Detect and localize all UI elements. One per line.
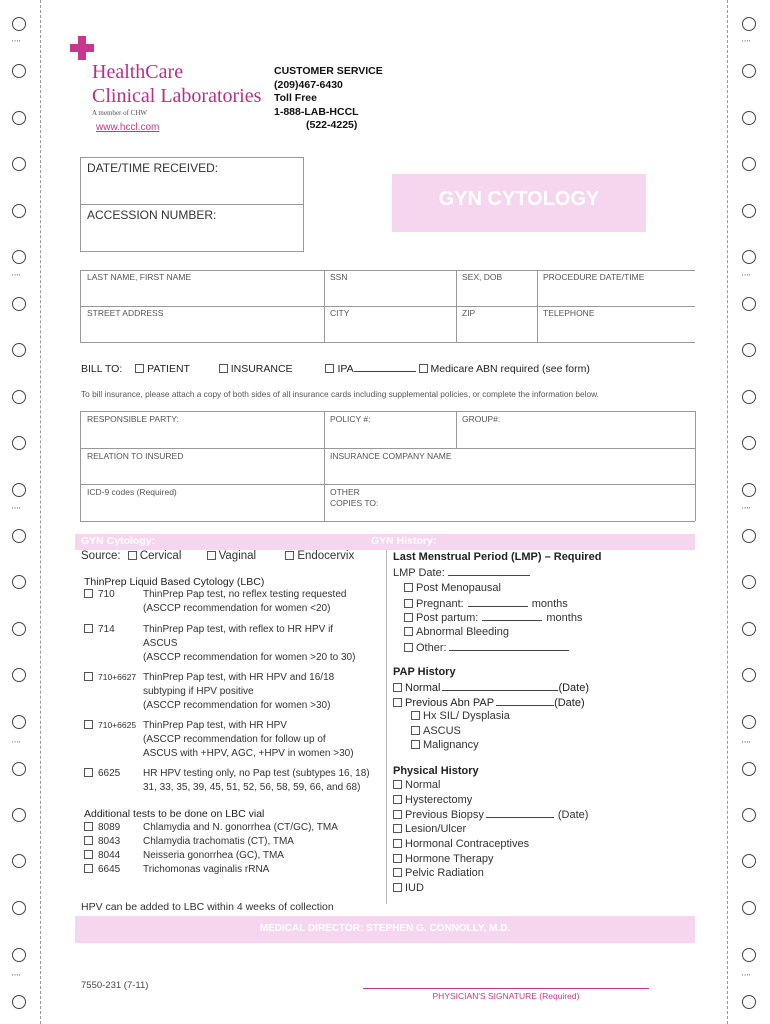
feed-hole	[12, 668, 26, 682]
signature-line[interactable]	[363, 988, 649, 989]
pap-sub-option	[411, 710, 510, 722]
physician-signature-label: PHYSICIAN'S SIGNATURE (Required)	[432, 991, 580, 1001]
physical-history-label: Lesion/Ulcer	[405, 823, 467, 836]
medicare-abn-checkbox[interactable]	[419, 364, 428, 373]
feed-hole	[742, 901, 756, 915]
lmp-option	[404, 626, 509, 638]
lmp-option-label: Post partum:	[416, 612, 479, 625]
physical-history-checkbox[interactable]	[393, 780, 402, 789]
feed-hole	[12, 622, 26, 636]
responsible-party-field[interactable]: RESPONSIBLE PARTY:	[87, 414, 179, 424]
lmp-option-checkbox[interactable]	[404, 613, 413, 622]
lbc-test-desc: ThinPrep Pap test, no reflex testing requested	[143, 589, 347, 600]
feed-hole	[742, 436, 756, 450]
feed-hole	[12, 390, 26, 404]
physical-history-checkbox[interactable]	[393, 868, 402, 877]
feed-hole	[742, 64, 756, 78]
feed-hole	[742, 948, 756, 962]
bill-ipa-checkbox[interactable]	[325, 364, 334, 373]
additional-test-checkbox[interactable]	[84, 850, 93, 859]
feed-hole	[12, 297, 26, 311]
lbc-test-desc: ThinPrep Pap test, with HR HPV	[143, 720, 287, 731]
cs-toll-free-label: Toll Free	[274, 92, 317, 104]
cervical-checkbox[interactable]	[128, 551, 137, 560]
lbc-test-desc: ASCUS	[143, 638, 178, 649]
feed-hole	[742, 622, 756, 636]
logo-line1: HealthCare	[92, 61, 184, 83]
physical-history-option	[393, 867, 484, 879]
website-link[interactable]: www.hccl.com	[96, 122, 160, 133]
physical-history-label: Normal	[405, 779, 441, 791]
lbc-test-row	[84, 720, 137, 731]
feed-hole	[742, 297, 756, 311]
feed-tick-mark: ′′′′	[12, 40, 22, 47]
feed-tick-mark: ′′′′	[12, 974, 22, 981]
feed-hole	[12, 901, 26, 915]
additional-test-checkbox[interactable]	[84, 836, 93, 845]
relation-field[interactable]: RELATION TO INSURED	[87, 451, 184, 461]
bill-patient-checkbox[interactable]	[135, 364, 144, 373]
lmp-option-label: Pregnant:	[416, 597, 464, 610]
additional-test-row	[84, 850, 120, 861]
gyn-history-header: GYN History:	[371, 535, 437, 547]
bill-insurance-checkbox[interactable]	[219, 364, 228, 373]
additional-test-code: 6645	[98, 864, 121, 875]
policy-number-field[interactable]: POLICY #:	[330, 414, 371, 424]
feed-hole	[12, 808, 26, 822]
feed-hole	[742, 250, 756, 264]
lbc-test-checkbox[interactable]	[84, 672, 93, 681]
hpv-note: HPV can be added to LBC within 4 weeks of collection	[81, 901, 334, 913]
pap-sub-label: Hx SIL/ Dysplasia	[423, 710, 510, 722]
form-number: 7550-231 (7-11)	[81, 980, 149, 991]
bill-insurance-label: INSURANCE	[230, 363, 293, 375]
lbc-test-checkbox[interactable]	[84, 768, 93, 777]
other-input[interactable]	[449, 641, 569, 651]
lmp-option	[404, 611, 582, 624]
physical-history-option	[393, 794, 472, 806]
zip-field[interactable]: ZIP	[462, 308, 476, 318]
physical-history-checkbox[interactable]	[393, 810, 402, 819]
feed-tick-mark: ′′′′	[12, 274, 22, 281]
lmp-option-checkbox[interactable]	[404, 599, 413, 608]
feed-hole	[742, 529, 756, 543]
physical-history-label: Pelvic Radiation	[405, 867, 484, 880]
lbc-test-row	[84, 672, 137, 683]
lbc-test-row	[84, 768, 121, 779]
additional-test-desc: Neisseria gonorrhea (GC), TMA	[143, 850, 284, 861]
feed-hole	[742, 854, 756, 868]
feed-hole	[12, 111, 26, 125]
feed-hole	[742, 762, 756, 776]
additional-test-desc: Chlamydia and N. gonorrhea (CT/GC), TMA	[143, 822, 338, 833]
feed-hole	[12, 854, 26, 868]
lbc-test-desc: 31, 33, 35, 39, 45, 51, 52, 56, 58, 59, 66, and 68)	[143, 782, 361, 793]
insurance-company-field[interactable]: INSURANCE COMPANY NAME	[330, 451, 452, 461]
icd9-field[interactable]: ICD-9 codes (Required)	[87, 487, 177, 497]
feed-hole	[742, 343, 756, 357]
city-field[interactable]: CITY	[330, 308, 350, 318]
sex-dob-field[interactable]: SEX, DOB	[462, 272, 503, 282]
pap-normal-label: Normal	[405, 682, 441, 694]
vaginal-label: Vaginal	[218, 550, 257, 562]
cs-title: CUSTOMER SERVICE	[274, 65, 383, 77]
physical-history-label: Previous Biopsy	[405, 809, 484, 822]
feed-hole	[742, 715, 756, 729]
physical-history-label: Hormone Therapy	[405, 852, 494, 865]
lbc-test-checkbox[interactable]	[84, 720, 93, 729]
pap-normal-date-label: (Date)	[558, 682, 590, 694]
lbc-test-desc: HR HPV testing only, no Pap test (subtypes 16, 18)	[143, 768, 370, 779]
feed-hole	[12, 715, 26, 729]
feed-hole	[742, 668, 756, 682]
additional-test-row	[84, 864, 120, 875]
procedure-date-field[interactable]: PROCEDURE DATE/TIME	[543, 272, 645, 282]
lbc-title: ThinPrep Liquid Based Cytology (LBC)	[84, 576, 265, 588]
lbc-test-code: 710+6627	[98, 672, 137, 682]
feed-hole	[12, 204, 26, 218]
lbc-test-checkbox[interactable]	[84, 624, 93, 633]
additional-tests-title: Additional tests to be done on LBC vial	[84, 808, 265, 820]
pap-sub-checkbox[interactable]	[411, 740, 420, 749]
lmp-title: Last Menstrual Period (LMP) – Required	[393, 551, 602, 563]
lmp-option-checkbox[interactable]	[404, 627, 413, 636]
additional-test-code: 8044	[98, 850, 121, 861]
feed-hole	[742, 808, 756, 822]
physical-history-checkbox[interactable]	[393, 824, 402, 833]
feed-hole	[12, 995, 26, 1009]
feed-hole	[742, 204, 756, 218]
medical-director: MEDICAL DIRECTOR: STEPHEN G. CONNOLLY, M.D.	[259, 923, 511, 934]
physical-history-option	[393, 779, 440, 791]
feed-hole	[12, 762, 26, 776]
feed-tick-mark: ′′′′	[742, 40, 752, 47]
biopsy-date-label: (Date)	[557, 809, 589, 822]
lbc-test-code: 710	[98, 589, 115, 600]
bill-ipa-label: IPA	[337, 363, 354, 375]
lbc-test-desc: ASCUS with +HPV, AGC, +HPV in women >30)	[143, 748, 354, 759]
feed-hole	[12, 157, 26, 171]
ssn-field[interactable]: SSN	[330, 272, 348, 282]
copies-to-field[interactable]: COPIES TO:	[330, 498, 379, 508]
logo	[92, 60, 261, 108]
physical-history-option	[393, 808, 588, 821]
pap-previous-label: Previous Abn PAP	[405, 697, 495, 709]
medicare-abn-label: Medicare ABN required (see form)	[430, 363, 590, 375]
additional-test-row	[84, 822, 120, 833]
accession-number-label: ACCESSION NUMBER:	[87, 208, 217, 222]
lmp-option-checkbox[interactable]	[404, 583, 413, 592]
group-number-field[interactable]: GROUP#:	[462, 414, 501, 424]
additional-test-checkbox[interactable]	[84, 822, 93, 831]
lmp-option-checkbox[interactable]	[404, 643, 413, 652]
lbc-test-desc: ThinPrep Pap test, with HR HPV and 16/18	[143, 672, 335, 683]
pap-sub-label: ASCUS	[423, 724, 461, 737]
feed-tick-mark: ′′′′	[742, 741, 752, 748]
feed-hole	[742, 17, 756, 31]
feed-tick-mark: ′′′′	[12, 741, 22, 748]
lmp-option-label: Post Menopausal	[416, 582, 501, 594]
additional-test-row	[84, 836, 120, 847]
lbc-test-code: 714	[98, 624, 115, 635]
lbc-test-desc: (ASCCP recommendation for follow up of	[143, 734, 326, 745]
lmp-option	[404, 582, 501, 594]
feed-hole	[742, 575, 756, 589]
additional-test-code: 8043	[98, 836, 121, 847]
bill-to-row	[81, 362, 590, 375]
physical-history-option	[393, 882, 424, 894]
pap-previous-date-label: (Date)	[554, 697, 585, 709]
endocervix-checkbox[interactable]	[285, 551, 294, 560]
physical-history-checkbox[interactable]	[393, 839, 402, 848]
feed-hole	[12, 250, 26, 264]
feed-hole	[742, 157, 756, 171]
feed-tick-mark: ′′′′	[12, 507, 22, 514]
cervical-label: Cervical	[139, 550, 182, 562]
bill-to-label: BILL TO:	[81, 363, 123, 375]
lbc-test-code: 6625	[98, 768, 121, 779]
source-row	[81, 550, 354, 562]
physical-history-option	[393, 853, 493, 865]
physical-history-label: IUD	[405, 881, 424, 894]
lbc-test-desc: subtyping if HPV positive	[143, 686, 254, 697]
logo-member: A member of CHW	[92, 109, 148, 117]
pap-previous-row	[393, 696, 585, 709]
pap-sub-label: Malignancy	[423, 739, 479, 752]
logo-cross-icon	[70, 36, 94, 60]
feed-hole	[742, 390, 756, 404]
datetime-received-label: DATE/TIME RECEIVED:	[87, 161, 219, 175]
other-label: OTHER	[330, 487, 360, 497]
lbc-test-desc: (ASCCP recommendation for women >20 to 30)	[143, 652, 356, 663]
feed-tick-mark: ′′′′	[742, 507, 752, 514]
physical-history-title: Physical History	[393, 765, 479, 777]
lmp-option	[404, 597, 568, 610]
months-label: months	[546, 612, 583, 625]
additional-test-desc: Trichomonas vaginalis rRNA	[143, 864, 270, 875]
lbc-test-desc: (ASCCP recommendation for women <20)	[143, 603, 331, 614]
last-first-name-field[interactable]: LAST NAME, FIRST NAME	[87, 272, 192, 282]
physical-history-label: Hysterectomy	[405, 793, 473, 806]
customer-service-block	[274, 65, 383, 133]
lmp-option-label: Other:	[416, 641, 447, 654]
feed-tick-mark: ′′′′	[742, 974, 752, 981]
months-input[interactable]	[468, 597, 528, 607]
physical-history-option	[393, 838, 529, 850]
feed-hole	[12, 17, 26, 31]
insurance-note: To bill insurance, please attach a copy of both sides of all insurance cards including supplemental policies, or complete the information below.	[81, 389, 599, 399]
lmp-date-row	[393, 566, 530, 579]
months-label: months	[531, 597, 568, 610]
pap-normal-checkbox[interactable]	[393, 683, 402, 692]
pap-sub-checkbox[interactable]	[411, 726, 420, 735]
physical-history-checkbox[interactable]	[393, 854, 402, 863]
physical-history-label: Hormonal Contraceptives	[405, 837, 530, 850]
feed-hole	[12, 529, 26, 543]
lmp-date-label: LMP Date:	[393, 567, 445, 579]
additional-test-checkbox[interactable]	[84, 864, 93, 873]
lmp-option	[404, 641, 569, 654]
feed-tick-mark: ′′′′	[742, 274, 752, 281]
vaginal-checkbox[interactable]	[207, 551, 216, 560]
bill-patient-label: PATIENT	[147, 363, 190, 375]
logo-line2: Clinical Laboratories	[92, 85, 262, 107]
additional-test-code: 8089	[98, 822, 121, 833]
cs-toll-free: 1-888-LAB-HCCL	[274, 105, 359, 118]
feed-hole	[12, 436, 26, 450]
additional-test-desc: Chlamydia trachomatis (CT), TMA	[143, 836, 294, 847]
biopsy-date-input[interactable]	[486, 808, 554, 818]
pap-sub-option	[411, 725, 461, 737]
cs-phone: (209)467-6430	[274, 78, 343, 91]
pap-normal-row	[393, 681, 589, 694]
feed-hole	[742, 995, 756, 1009]
lmp-date-input[interactable]	[448, 566, 530, 576]
source-label: Source:	[81, 550, 121, 562]
endocervix-label: Endocervix	[297, 550, 355, 562]
months-input[interactable]	[482, 611, 542, 621]
physical-history-checkbox[interactable]	[393, 883, 402, 892]
telephone-field[interactable]: TELEPHONE	[543, 308, 595, 318]
feed-hole	[12, 343, 26, 357]
lmp-option-label: Abnormal Bleeding	[416, 626, 509, 639]
lbc-test-row	[84, 589, 115, 600]
pap-sub-option	[411, 739, 479, 751]
feed-hole	[12, 948, 26, 962]
lbc-test-checkbox[interactable]	[84, 589, 93, 598]
pap-previous-checkbox[interactable]	[393, 698, 402, 707]
lbc-test-code: 710+6625	[98, 720, 137, 730]
pap-history-title: PAP History	[393, 666, 456, 678]
pap-sub-checkbox[interactable]	[411, 711, 420, 720]
physical-history-option	[393, 823, 466, 835]
feed-hole	[742, 111, 756, 125]
physical-history-checkbox[interactable]	[393, 795, 402, 804]
cs-toll-free-num: (522-4225)	[306, 119, 358, 131]
form-title: GYN CYTOLOGY	[438, 188, 600, 210]
feed-hole	[742, 483, 756, 497]
left-perforation	[40, 0, 41, 1024]
feed-hole	[12, 483, 26, 497]
feed-hole	[12, 575, 26, 589]
lbc-test-desc: (ASCCP recommendation for women >30)	[143, 700, 331, 711]
feed-hole	[12, 64, 26, 78]
right-perforation	[727, 0, 728, 1024]
street-address-field[interactable]: STREET ADDRESS	[87, 308, 164, 318]
lbc-test-row	[84, 624, 115, 635]
gyn-cytology-header: GYN Cytology:	[81, 535, 156, 547]
lbc-test-desc: ThinPrep Pap test, with reflex to HR HPV if	[143, 624, 334, 635]
